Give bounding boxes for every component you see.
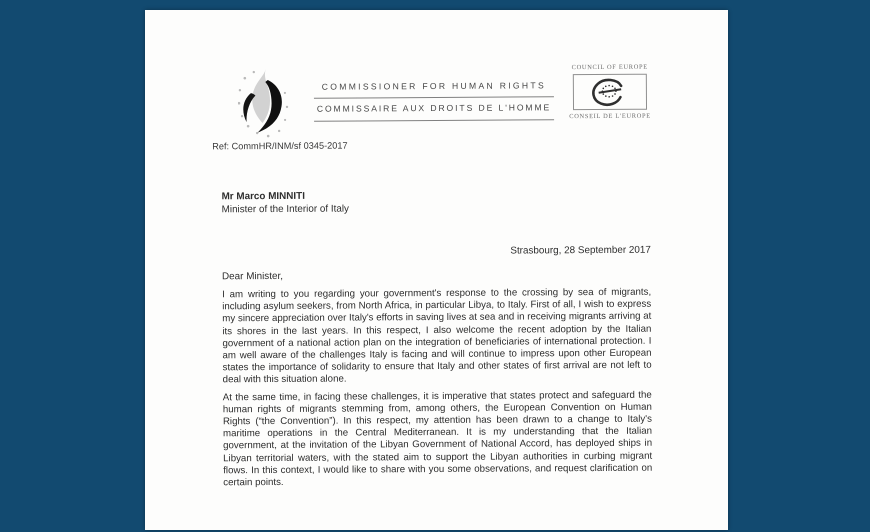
paragraph-2: At the same time, in facing these challenges, it is imperative that states protect and safeguard the human rights of migrants stemming from, among others, the European Convention on Human Rights (“the Convention”). In this respect, my attention has been drawn to a change to Italy's maritime operations in the Central Mediterranean. It is my understanding that the Italian government, at the invitation of the Libyan Government of National Accord, has deployed ships in Libyan territorial waters, with the stated aim to support the Libyan authorities in curbing migrant flows. In this context, I would like to share with you some observations, and request clarification on certain points. [222,389,653,489]
letter-page [145,10,728,530]
recipient-title: Minister of the Interior of Italy [221,203,350,216]
commissioner-flame-icon [238,69,294,139]
reference-line: Ref: CommHR/INM/sf 0345-2017 [212,140,348,152]
title-french: COMMISSAIRE AUX DROITS DE L'HOMME [314,97,554,121]
recipient-block [222,190,350,217]
title-english: COMMISSIONER FOR HUMAN RIGHTS [314,80,554,98]
council-of-europe-e-stars-icon [578,77,642,107]
salutation: Dear Minister, [222,270,283,283]
coe-name-english: COUNCIL OF EUROPE [571,63,648,72]
paragraph-1: I am writing to you regarding your government's response to the crossing by sea of migrants, including asylum seekers, from North Africa, in particular Libya, to Italy. First of all, I wish to express my sincere appreciation over Italy's efforts in saving lives at sea and in receiving migrants arriving at its shores in the last years. In this respect, I also welcome the recent adoption by the Italian government of a national action plan on the integration of beneficiaries of international protection. I am well aware of the challenges Italy is facing and will continue to impress upon other European states the importance of solidarity to ensure that Italy and other states of first arrival are not left to deal with this situation alone. [222,286,652,386]
letter-body [222,287,652,495]
recipient-name: Mr Marco MINNITI [221,190,305,203]
coe-name-french: CONSEIL DE L'EUROPE [569,112,651,121]
council-of-europe-logo [566,64,654,121]
dateline: Strasbourg, 28 September 2017 [510,244,651,257]
coe-emblem-box [573,74,647,110]
letterhead-titles [314,80,554,121]
scanned-letter-content [143,8,729,532]
